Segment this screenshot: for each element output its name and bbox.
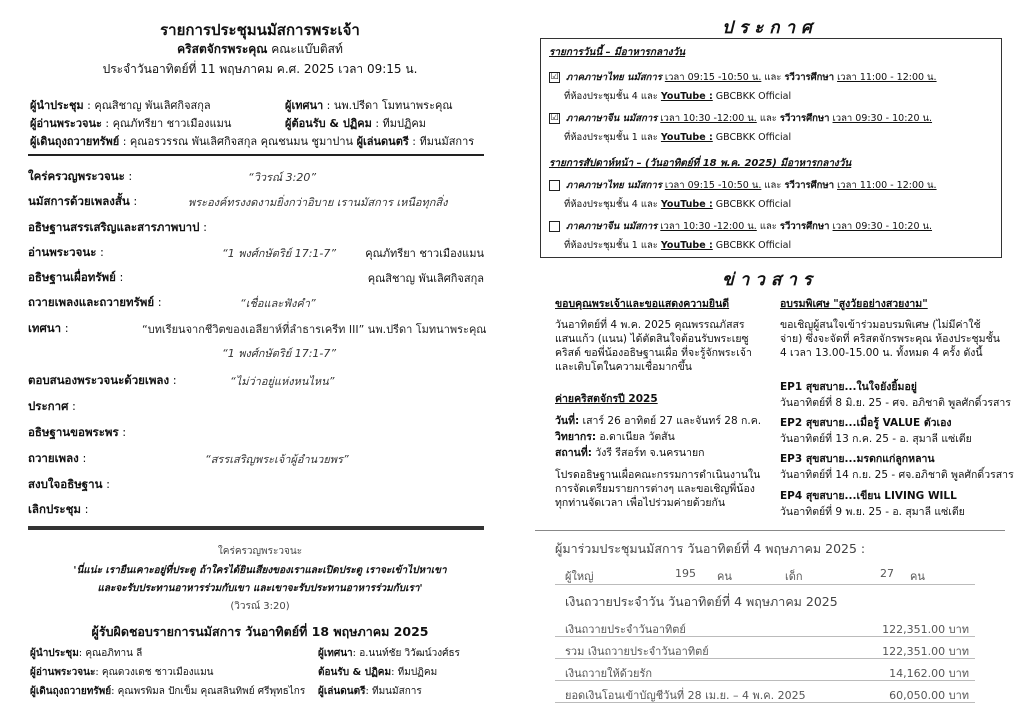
order-label: เทศนา <box>28 321 62 335</box>
order-reading <box>28 244 104 262</box>
today-thai-room <box>564 89 791 104</box>
role-label: ต้อนรับ & ปฏิคม <box>318 667 392 678</box>
colon: : <box>129 194 138 208</box>
role-label: ผู้เทศนา <box>318 648 353 659</box>
today-title: รายการวันนี้ – มีอาหารกลางวัน <box>549 47 686 58</box>
role-label: ผู้อ่านพระวจนะ <box>30 667 96 678</box>
training-body: ขอเชิญผู้สนใจเข้าร่วมอบรมพิเศษ (ไม่มีค่าใช้จ่าย) ซึ่งจะจัดที่ คริสตจักรพระคุณ ห้องประชุมชั้น 4 เวลา 13.00-15.00 น. ทั้งหมด 4 ครั้ง ดังนี้ <box>780 319 1000 359</box>
attendance-title: ผู้มาร่วมประชุมนมัสการ วันอาทิตย์ที่ 4 พฤษภาคม 2025 : <box>555 541 866 556</box>
thanks-title: ขอบคุณพระเจ้าและขอแสดงความยินดี <box>555 298 730 310</box>
order-label: ตอบสนองพระวจนะด้วยเพลง <box>28 373 170 387</box>
order-label: อ่านพระวจนะ <box>28 245 97 259</box>
camp-speaker-value: อ.ดาเนียล วัตสัน <box>596 431 675 443</box>
role-label: ผู้เล่นดนตรี <box>356 135 409 148</box>
next-chinese-service <box>549 219 932 234</box>
ref-text: วิวรณ์ 3:20 <box>253 171 311 184</box>
and-word: และ <box>761 72 785 83</box>
meditation-ref: (วิวรณ์ 3:20) <box>230 601 290 612</box>
role-label: ผู้นำประชุม <box>30 648 79 659</box>
offer-label: เงินถวายประจำวันอาทิตย์ <box>565 623 686 636</box>
order-ref: “ไม่ว่าอยู่แห่งหนไหน” <box>230 375 335 388</box>
preacher-name: นพ.ปรีดา โมทนาพระคุณ <box>367 323 487 336</box>
colon: : <box>115 270 124 284</box>
announce-heading: ประกาศ <box>722 18 818 38</box>
order-call-to-worship <box>28 168 132 186</box>
order-of-service-page <box>0 0 500 725</box>
order-close <box>28 501 89 519</box>
colon: : <box>154 295 162 309</box>
order-ref: “บทเรียนจากชีวิตของเอลียาห์ที่ลำธารเครีท III” นพ.ปรีดา โมทนาพระคุณ <box>142 323 487 336</box>
meditation-verse-line2: และจะรับประทานอาหารร่วมกับเขา และเขาจะรับประทานอาหารร่วมกับเรา' <box>97 583 423 594</box>
order-label: นมัสการด้วยเพลงสั้น <box>28 194 130 208</box>
role-leader <box>30 96 211 114</box>
role-value: : อ.นนท์ชัย วิวัฒน์วงศ์ธร <box>352 648 460 659</box>
camp-date-value: เสาร์ 26 อาทิตย์ 27 และจันทร์ 28 ก.ค. <box>579 415 762 427</box>
role-value: : นพ.ปรีดา โมทนาพระคุณ <box>323 99 453 112</box>
offer-label: ยอดเงินโอนเข้าบัญชีวันที่ 28 เม.ย. – 4 พ.ค. 2025 <box>565 689 806 702</box>
and-word: และ <box>756 113 780 124</box>
next-role-usher <box>318 665 437 680</box>
next-week-schedule-title: รายการสัปดาห์หน้า – (วันอาทิตย์ที่ 18 พ.ค. 2025) มีอาหารกลางวัน <box>549 158 852 169</box>
room-text: ที่ห้องประชุมชั้น 1 และ <box>564 132 661 143</box>
training-title: อบรมพิเศษ "สูงวัยอย่างสวยงาม" <box>780 298 928 310</box>
order-label: ใคร่ครวญพระวจนะ <box>28 169 125 183</box>
role-value: : ทีมปฏิคม <box>391 667 438 678</box>
channel-name: GBCBKK Official <box>712 91 792 102</box>
today-thai-service <box>549 70 937 85</box>
colon: : <box>78 451 87 465</box>
order-ref: “1 พงศ์กษัตริย์ 17:1-7” <box>222 247 337 260</box>
order-label: อธิษฐานขอพระพร <box>28 425 119 439</box>
today-chinese-service <box>549 111 932 126</box>
ep4-detail: วันอาทิตย์ที่ 9 พ.ย. 25 - อ. สุมาลี แซ่เตีย <box>780 506 965 518</box>
role-value: : คุณอรวรรณ พันเลิศกิจสกุล คุณชนมน ชูมาปาน <box>119 135 354 148</box>
colon: : <box>124 169 133 183</box>
order-person: คุณภัทรียา ชาวเมืองแมน <box>365 247 484 260</box>
order-hymn <box>28 450 86 468</box>
order-label: เลิกประชุม <box>28 502 81 516</box>
divider <box>535 530 1005 531</box>
next-thai-room <box>564 197 791 212</box>
class-name: รวีวารศึกษา <box>784 180 835 191</box>
order-announce <box>28 398 76 416</box>
role-label: ผู้อ่านพระวจนะ <box>30 117 102 130</box>
ref-text: บทเรียนจากชีวิตของเอลียาห์ที่ลำธารเครีท III <box>147 323 359 336</box>
channel-name: GBCBKK Official <box>712 240 792 251</box>
checkbox-checked-icon: ☑ <box>550 113 559 123</box>
order-person: คุณสิชาญ พันเลิศกิจสกุล <box>367 272 484 285</box>
order-label: ถวายเพลงและถวายทรัพย์ <box>28 295 155 309</box>
youtube-link[interactable]: YouTube : <box>660 91 713 102</box>
role-label: ผู้เดินถุงถวายทรัพย์ <box>30 686 112 697</box>
role-value: : ทีมปฏิคม <box>371 117 427 130</box>
adult-label: ผู้ใหญ่ <box>565 570 594 583</box>
ep3-detail: วันอาทิตย์ที่ 14 ก.ย. 25 - ศจ.อภิชาติ พูลศักดิ์วรสาร <box>780 469 1014 481</box>
service-lang: ภาคภาษาไทย นมัสการ <box>566 180 662 191</box>
colon: : <box>61 321 69 335</box>
order-offering-song <box>28 294 162 312</box>
child-unit: คน <box>910 570 925 583</box>
role-value: : คุณดวงเดช ชาวเมืองแมน <box>95 667 214 678</box>
ep4-title: EP4 สุขสบาย...เขียน LIVING WILL <box>780 490 957 502</box>
role-label: ผู้เดินถุงถวายทรัพย์ <box>30 135 120 148</box>
offer-label: รวม เงินถวายประจำวันอาทิตย์ <box>565 645 709 658</box>
meditation-verse-line1: 'นี่แน่ะ เรายืนเคาะอยู่ที่ประตู ถ้าใครได้ยินเสียงของเราและเปิดประตู เราจะเข้าไปหาเขา <box>73 565 447 576</box>
youtube-link[interactable]: YouTube : <box>660 240 713 251</box>
service-time: เวลา 09:15 -10:50 น. <box>664 180 762 191</box>
divider <box>555 636 975 637</box>
next-role-preacher <box>318 646 460 661</box>
divider <box>555 658 975 659</box>
ep3-title: EP3 สุขสบาย...มรดกแก่ลูกหลาน <box>780 453 935 465</box>
offering-title: เงินถวายประจำวัน วันอาทิตย์ที่ 4 พฤษภาคม 2025 <box>565 594 838 609</box>
order-label: อธิษฐานเผื่อทรัพย์ <box>28 270 116 284</box>
colon: : <box>169 373 177 387</box>
service-time: เวลา 09:15 -10:50 น. <box>664 72 762 83</box>
order-label: สงบใจอธิษฐาน <box>28 477 103 491</box>
and-word: และ <box>761 180 785 191</box>
divider <box>555 584 975 585</box>
class-time: เวลา 11:00 - 12:00 น. <box>837 72 937 83</box>
role-value: : ทีมนมัสการ <box>365 686 422 697</box>
child-label: เด็ก <box>785 570 803 583</box>
role-label: ผู้เทศนา <box>285 99 324 112</box>
camp-date-label: วันที่: <box>555 415 580 427</box>
role-label: ผู้ต้อนรับ & ปฏิคม <box>285 117 372 130</box>
ref-text: เชื่อและฟังคำ <box>245 297 310 310</box>
youtube-link[interactable]: YouTube : <box>660 199 713 210</box>
order-sermon <box>28 320 69 338</box>
order-label: ถวายเพลง <box>28 451 79 465</box>
camp-place <box>555 446 704 460</box>
offer-value: 122,351.00 บาท <box>882 623 969 636</box>
divider <box>555 680 975 681</box>
service-time: เวลา 10:30 -12:00 น. <box>660 113 757 124</box>
channel-name: GBCBKK Official <box>712 199 792 210</box>
checkbox-empty-icon <box>549 221 560 232</box>
ep2-title: EP2 สุขสบาย...เมื่อรู้ VALUE ตัวเอง <box>780 417 952 429</box>
order-praise-prayer <box>28 219 207 237</box>
church-name <box>0 40 520 59</box>
ref-text: ไม่ว่าอยู่แห่งหนไหน <box>235 375 329 388</box>
colon: : <box>118 425 127 439</box>
order-label: อธิษฐานสรรเสริญและสารภาพบาป <box>28 220 200 234</box>
youtube-link[interactable]: YouTube : <box>660 132 713 143</box>
role-value: : คุณสิชาญ พันเลิศกิจสกุล <box>83 99 211 112</box>
and-word: และ <box>756 221 780 232</box>
colon: : <box>96 245 104 259</box>
service-title: รายการประชุมนมัสการพระเจ้า <box>160 21 360 39</box>
role-value: : คุณอภิทาน ลี <box>78 648 143 659</box>
class-name: รวีวารศึกษา <box>779 221 830 232</box>
camp-place-value: วังรี รีสอร์ท จ.นครนายก <box>591 447 705 459</box>
ref-text: 1 พงศ์กษัตริย์ 17:1-7 <box>227 347 331 360</box>
order-short-song <box>28 193 137 211</box>
role-value: : คุณภัทรียา ชาวเมืองแมน <box>101 117 232 130</box>
role-preacher <box>285 96 453 114</box>
child-count: 27 <box>880 567 894 580</box>
divider <box>28 154 484 156</box>
checkbox-checked-icon: ☑ <box>550 72 559 82</box>
next-role-offering <box>30 684 305 699</box>
church-name-rest: คณะแบ๊บติสท์ <box>267 42 343 56</box>
service-time: เวลา 10:30 -12:00 น. <box>660 221 757 232</box>
next-chinese-room <box>564 238 791 253</box>
room-text: ที่ห้องประชุมชั้น 1 และ <box>564 240 661 251</box>
next-role-reader <box>30 665 214 680</box>
room-text: ที่ห้องประชุมชั้น 4 และ <box>564 91 661 102</box>
adult-count: 195 <box>675 567 696 580</box>
role-value: : คุณพรพิมล ปักเข็ม คุณสลินทิพย์ ศรีพุทธไกร <box>111 686 306 697</box>
role-offering <box>30 132 474 150</box>
colon: : <box>102 477 110 491</box>
colon: : <box>80 502 89 516</box>
order-offering-prayer <box>28 269 123 287</box>
thanks-body: วันอาทิตย์ที่ 4 พ.ค. 2025 คุณพรรณภัสสร แสนแก้ว (แนน) ได้ตัดสินใจต้อนรับพระเยซูคริสต์ ขอพี่น้องอธิษฐานเผื่อ ที่จะรู้จักพระเจ้า และเติบโตในความเชื่อมากขึ้น <box>555 319 752 373</box>
divider-thick <box>28 526 484 530</box>
next-week-title: ผู้รับผิดชอบรายการนมัสการ วันอาทิตย์ที่ 18 พฤษภาคม 2025 <box>91 624 429 639</box>
service-lang: ภาคภาษาไทย นมัสการ <box>566 72 662 83</box>
order-label: ประกาศ <box>28 399 69 413</box>
order-blessing-prayer <box>28 424 126 442</box>
checkbox-empty-icon <box>549 180 560 191</box>
channel-name: GBCBKK Official <box>712 132 792 143</box>
camp-date <box>555 414 761 428</box>
order-ref: “สรรเสริญพระเจ้าผู้อำนวยพร” <box>205 453 349 466</box>
order-ref: “เชื่อและฟังคำ” <box>240 297 316 310</box>
role-usher <box>285 114 426 132</box>
order-silent-prayer <box>28 476 110 494</box>
class-name: รวีวารศึกษา <box>779 113 830 124</box>
offer-value: 122,351.00 บาท <box>882 645 969 658</box>
news-heading: ข่าวสาร <box>722 270 818 290</box>
service-lang: ภาคภาษาจีน นมัสการ <box>566 113 658 124</box>
camp-body: โปรดอธิษฐานเผื่อคณะกรรมการดำเนินงานในการจัดเตรียมรายการต่างๆ และขอเชิญพี่น้องทุกท่านจัดเวลา เพื่อไปร่วมค่ายด้วยกัน <box>555 469 761 509</box>
announcements-page <box>535 0 1024 725</box>
schedule-box <box>540 38 1002 258</box>
camp-speaker-label: วิทยากร: <box>555 431 597 443</box>
order-ref: พระองค์ทรงงดงามยิ่งกว่าอิบาย เรานมัสการ เหนือทุกสิ่ง <box>188 196 448 209</box>
ref-text: 1 พงศ์กษัตริย์ 17:1-7 <box>227 247 331 260</box>
role-label: ผู้นำประชุม <box>30 99 84 112</box>
next-role-music <box>318 684 422 699</box>
camp-speaker <box>555 430 675 444</box>
service-lang: ภาคภาษาจีน นมัสการ <box>566 221 658 232</box>
role-label: ผู้เล่นดนตรี <box>318 686 366 697</box>
order-ref: “วิวรณ์ 3:20” <box>248 171 317 184</box>
adult-unit: คน <box>717 570 732 583</box>
class-time: เวลา 11:00 - 12:00 น. <box>837 180 937 191</box>
camp-title: ค่ายคริสตจักรปี 2025 <box>555 393 658 405</box>
ep1-detail: วันอาทิตย์ที่ 8 มิ.ย. 25 - ศจ. อภิชาติ พูลศักดิ์วรสาร <box>780 397 1011 409</box>
meditation-heading: ใคร่ครวญพระวจนะ <box>217 546 303 557</box>
offer-value: 14,162.00 บาท <box>889 667 969 680</box>
offer-label: เงินถวายให้ด้วยรัก <box>565 667 653 680</box>
class-time: เวลา 09:30 - 10:20 น. <box>832 221 933 232</box>
offer-value: 60,050.00 บาท <box>889 689 969 702</box>
camp-place-label: สถานที่: <box>555 447 592 459</box>
colon: : <box>199 220 207 234</box>
church-name-bold: คริสตจักรพระคุณ <box>177 42 268 56</box>
service-date: ประจำวันอาทิตย์ที่ 11 พฤษภาคม ค.ศ. 2025 เวลา 09:15 น. <box>102 62 418 76</box>
ep2-detail: วันอาทิตย์ที่ 13 ก.ค. 25 - อ. สุมาลี แซ่เตีย <box>780 433 972 445</box>
class-name: รวีวารศึกษา <box>784 72 835 83</box>
role-value: : ทีมนมัสการ <box>408 135 475 148</box>
ep1-title: EP1 สุขสบาย...ในใจยังยิ้มอยู่ <box>780 381 917 393</box>
order-ref-2: “1 พงศ์กษัตริย์ 17:1-7” <box>222 347 337 360</box>
class-time: เวลา 09:30 - 10:20 น. <box>832 113 933 124</box>
order-response <box>28 372 177 390</box>
role-reader <box>30 114 231 132</box>
ref-text: สรรเสริญพระเจ้าผู้อำนวยพร <box>210 453 343 466</box>
divider <box>555 702 975 703</box>
today-chinese-room <box>564 130 791 145</box>
colon: : <box>68 399 76 413</box>
next-thai-service <box>549 178 937 193</box>
room-text: ที่ห้องประชุมชั้น 4 และ <box>564 199 661 210</box>
next-role-leader <box>30 646 142 661</box>
